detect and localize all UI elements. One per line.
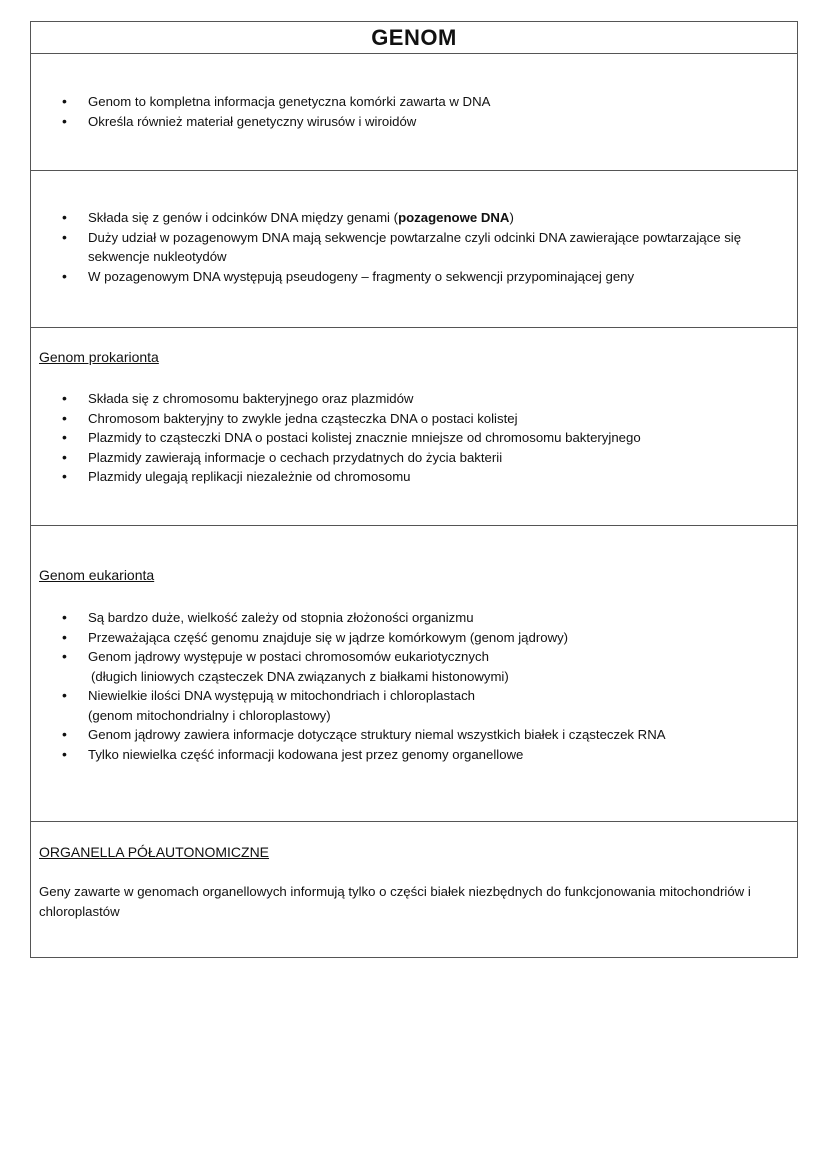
bullet-list — [31, 389, 641, 487]
list-item: • Plazmidy zawierają informacje o cechach przydatnych do życia bakterii — [88, 448, 641, 468]
list-item: • Genom jądrowy występuje w postaci chromosomów eukariotycznych (długich liniowych cząsteczek DNA związanych z białkami histonowymi) — [88, 647, 666, 686]
list-item: • Genom jądrowy zawiera informacje dotyczące struktury niemal wszystkich białek i cząsteczek RNA — [88, 725, 666, 745]
list-item: • Chromosom bakteryjny to zwykle jedna cząsteczka DNA o postaci kolistej — [88, 409, 641, 429]
title-cell — [31, 22, 797, 53]
list-item: • Są bardzo duże, wielkość zależy od stopnia złożoności organizmu — [88, 608, 666, 628]
bullet-list — [31, 208, 777, 286]
section-prokaryote — [31, 327, 797, 525]
list-item: • Przeważająca część genomu znajduje się w jądrze komórkowym (genom jądrowy) — [88, 628, 666, 648]
section-heading: Genom prokarionta — [39, 349, 159, 365]
genome-notes-table — [30, 21, 798, 958]
list-item: • Duży udział w pozagenowym DNA mają sekwencje powtarzalne czyli odcinki DNA zawierające powtarzające się sekwencje nukleotydów — [88, 228, 777, 267]
section-paragraph: Geny zawarte w genomach organellowych informują tylko o części białek niezbędnych do funkcjonowania mitochondriów i chloroplastów — [39, 884, 751, 919]
list-item: • Plazmidy ulegają replikacji niezależnie od chromosomu — [88, 467, 641, 487]
section-heading: ORGANELLA PÓŁAUTONOMICZNE — [39, 844, 270, 860]
section-eukaryote — [31, 525, 797, 821]
bold-term: pozagenowe DNA — [398, 210, 510, 225]
section-organelles — [31, 821, 797, 957]
section-composition — [31, 170, 797, 327]
list-item: • Niewielkie ilości DNA występują w mitochondriach i chloroplastach (genom mitochondrialny i chloroplastowy) — [88, 686, 666, 725]
list-item: • Składa się z genów i odcinków DNA między genami (pozagenowe DNA) — [88, 208, 777, 228]
list-item: • Genom to kompletna informacja genetyczna komórki zawarta w DNA — [88, 92, 490, 112]
list-item: • Określa również materiał genetyczny wirusów i wiroidów — [88, 112, 490, 132]
list-item: • Tylko niewielka część informacji kodowana jest przez genomy organellowe — [88, 745, 666, 765]
bullet-list — [31, 92, 490, 131]
bullet-list — [31, 608, 666, 764]
list-item: • Plazmidy to cząsteczki DNA o postaci kolistej znacznie mniejsze od chromosomu bakteryjnego — [88, 428, 641, 448]
page-title: GENOM — [371, 25, 457, 50]
list-item: • Składa się z chromosomu bakteryjnego oraz plazmidów — [88, 389, 641, 409]
list-item: • W pozagenowym DNA występują pseudogeny – fragmenty o sekwencji przypominającej geny — [88, 267, 777, 287]
section-heading: Genom eukarionta — [39, 567, 155, 583]
section-definition — [31, 53, 797, 170]
